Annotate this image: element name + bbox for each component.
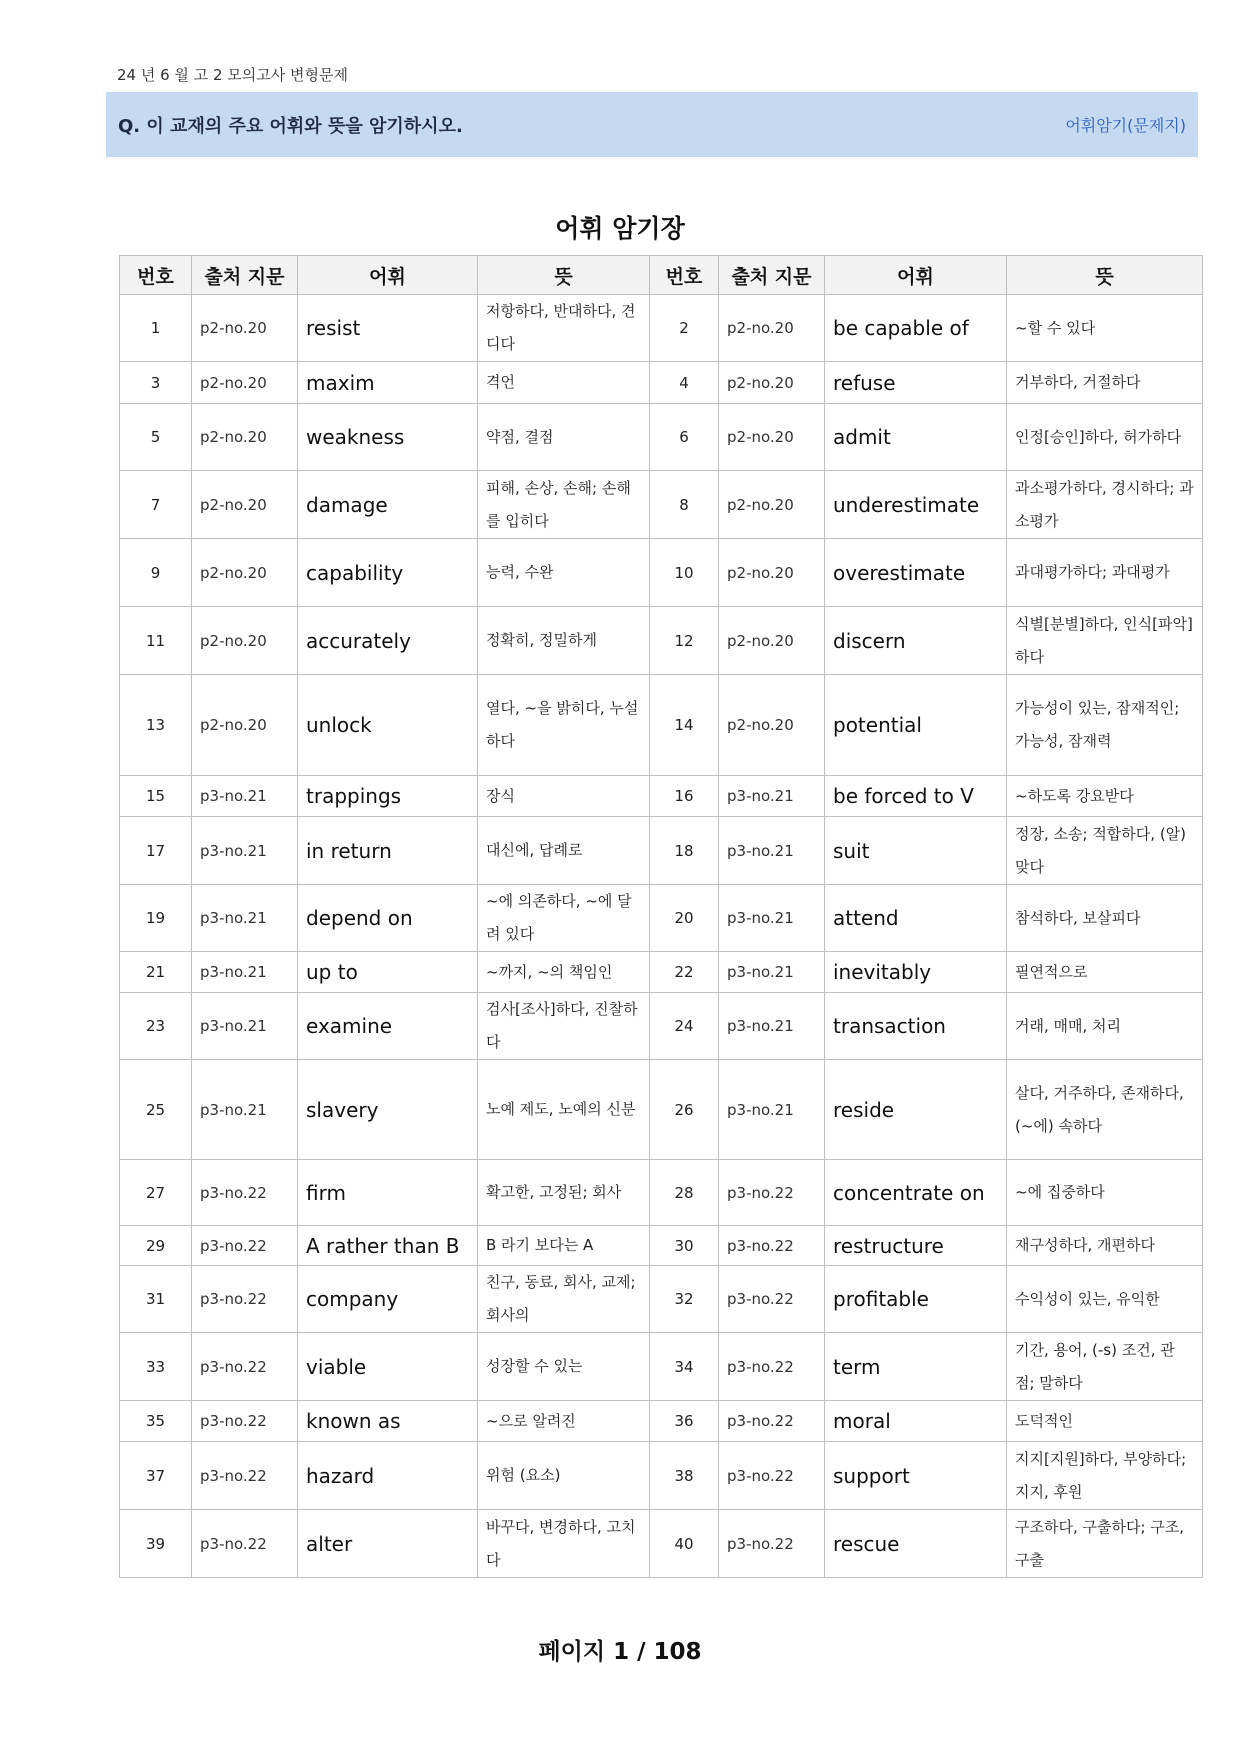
- entry-meaning: 열다, ~을 밝히다, 누설하다: [478, 675, 650, 776]
- entry-number: 10: [650, 539, 719, 607]
- entry-word: slavery: [298, 1060, 478, 1160]
- entry-meaning: 과대평가하다; 과대평가: [1007, 539, 1203, 607]
- table-row: [120, 362, 1203, 404]
- entry-meaning: 거부하다, 거절하다: [1007, 362, 1203, 404]
- page-footer: 페이지 1 / 108: [538, 1639, 702, 1665]
- entry-word: trappings: [298, 776, 478, 817]
- entry-word: depend on: [298, 885, 478, 952]
- entry-meaning: 약점, 결점: [478, 404, 650, 471]
- entry-word: accurately: [298, 607, 478, 675]
- question-banner: [106, 92, 1198, 157]
- entry-meaning: 능력, 수완: [478, 539, 650, 607]
- entry-meaning: 도덕적인: [1007, 1401, 1203, 1442]
- entry-word: known as: [298, 1401, 478, 1442]
- entry-source: p3-no.22: [192, 1442, 298, 1510]
- entry-source: p2-no.20: [719, 362, 825, 404]
- entry-number: 18: [650, 817, 719, 885]
- entry-word: refuse: [825, 362, 1007, 404]
- entry-meaning: 기간, 용어, (-s) 조건, 관점; 말하다: [1007, 1333, 1203, 1401]
- entry-meaning: 대신에, 답례로: [478, 817, 650, 885]
- entry-number: 35: [120, 1401, 192, 1442]
- entry-word: in return: [298, 817, 478, 885]
- entry-source: p3-no.22: [192, 1333, 298, 1401]
- entry-number: 37: [120, 1442, 192, 1510]
- entry-number: 21: [120, 952, 192, 993]
- entry-number: 2: [650, 295, 719, 362]
- entry-meaning: 친구, 동료, 회사, 교제; 회사의: [478, 1266, 650, 1333]
- entry-source: p2-no.20: [192, 471, 298, 539]
- entry-word: damage: [298, 471, 478, 539]
- entry-source: p3-no.21: [192, 776, 298, 817]
- entry-meaning: 노예 제도, 노예의 신분: [478, 1060, 650, 1160]
- entry-meaning: 수익성이 있는, 유익한: [1007, 1266, 1203, 1333]
- entry-meaning: ~할 수 있다: [1007, 295, 1203, 362]
- entry-meaning: 장식: [478, 776, 650, 817]
- entry-source: p3-no.22: [719, 1266, 825, 1333]
- col-header-word: 어휘: [825, 256, 1007, 295]
- entry-source: p3-no.22: [719, 1510, 825, 1578]
- entry-number: 40: [650, 1510, 719, 1578]
- col-header-source: 출처 지문: [719, 256, 825, 295]
- entry-word: term: [825, 1333, 1007, 1401]
- entry-meaning: ~까지, ~의 책임인: [478, 952, 650, 993]
- table-row: [120, 404, 1203, 471]
- entry-meaning: 피해, 손상, 손해; 손해를 입히다: [478, 471, 650, 539]
- entry-number: 32: [650, 1266, 719, 1333]
- entry-word: reside: [825, 1060, 1007, 1160]
- entry-word: examine: [298, 993, 478, 1060]
- entry-word: be forced to V: [825, 776, 1007, 817]
- entry-meaning: 지지[지원]하다, 부양하다; 지지, 후원: [1007, 1442, 1203, 1510]
- entry-meaning: ~하도록 강요받다: [1007, 776, 1203, 817]
- entry-meaning: 과소평가하다, 경시하다; 과소평가: [1007, 471, 1203, 539]
- entry-number: 28: [650, 1160, 719, 1226]
- entry-source: p3-no.21: [719, 993, 825, 1060]
- entry-meaning: 살다, 거주하다, 존재하다, (~에) 속하다: [1007, 1060, 1203, 1160]
- entry-source: p3-no.22: [192, 1510, 298, 1578]
- entry-source: p3-no.21: [192, 993, 298, 1060]
- entry-number: 7: [120, 471, 192, 539]
- entry-number: 14: [650, 675, 719, 776]
- entry-meaning: 격언: [478, 362, 650, 404]
- entry-number: 27: [120, 1160, 192, 1226]
- table-row: [120, 471, 1203, 539]
- entry-number: 31: [120, 1266, 192, 1333]
- table-row: [120, 885, 1203, 952]
- entry-word: discern: [825, 607, 1007, 675]
- entry-meaning: ~으로 알려진: [478, 1401, 650, 1442]
- entry-word: resist: [298, 295, 478, 362]
- entry-meaning: 바꾸다, 변경하다, 고치다: [478, 1510, 650, 1578]
- entry-source: p2-no.20: [192, 362, 298, 404]
- entry-source: p2-no.20: [719, 607, 825, 675]
- table-row: [120, 295, 1203, 362]
- entry-meaning: 검사[조사]하다, 진찰하다: [478, 993, 650, 1060]
- entry-number: 30: [650, 1226, 719, 1266]
- entry-source: p2-no.20: [192, 675, 298, 776]
- col-header-source: 출처 지문: [192, 256, 298, 295]
- entry-meaning: 정장, 소송; 적합하다, (알)맞다: [1007, 817, 1203, 885]
- entry-meaning: 재구성하다, 개편하다: [1007, 1226, 1203, 1266]
- entry-number: 25: [120, 1060, 192, 1160]
- entry-number: 24: [650, 993, 719, 1060]
- entry-meaning: 위험 (요소): [478, 1442, 650, 1510]
- entry-source: p3-no.22: [719, 1226, 825, 1266]
- table-row: [120, 1266, 1203, 1333]
- entry-number: 5: [120, 404, 192, 471]
- entry-number: 3: [120, 362, 192, 404]
- entry-meaning: 식별[분별]하다, 인식[파악]하다: [1007, 607, 1203, 675]
- entry-source: p2-no.20: [192, 607, 298, 675]
- entry-source: p2-no.20: [192, 539, 298, 607]
- entry-source: p2-no.20: [719, 471, 825, 539]
- entry-number: 33: [120, 1333, 192, 1401]
- entry-word: unlock: [298, 675, 478, 776]
- entry-source: p3-no.21: [192, 817, 298, 885]
- entry-number: 23: [120, 993, 192, 1060]
- entry-source: p3-no.22: [192, 1160, 298, 1226]
- entry-word: maxim: [298, 362, 478, 404]
- entry-meaning: B 라기 보다는 A: [478, 1226, 650, 1266]
- entry-word: transaction: [825, 993, 1007, 1060]
- entry-meaning: 거래, 매매, 처리: [1007, 993, 1203, 1060]
- table-row: [120, 607, 1203, 675]
- entry-source: p2-no.20: [719, 295, 825, 362]
- entry-source: p3-no.21: [719, 952, 825, 993]
- entry-word: weakness: [298, 404, 478, 471]
- entry-number: 1: [120, 295, 192, 362]
- table-row: [120, 817, 1203, 885]
- entry-number: 16: [650, 776, 719, 817]
- entry-meaning: 인정[승인]하다, 허가하다: [1007, 404, 1203, 471]
- entry-number: 6: [650, 404, 719, 471]
- entry-number: 20: [650, 885, 719, 952]
- entry-source: p3-no.21: [192, 952, 298, 993]
- entry-word: admit: [825, 404, 1007, 471]
- entry-meaning: 확고한, 고정된; 회사: [478, 1160, 650, 1226]
- question-text: Q. 이 교재의 주요 어휘와 뜻을 암기하시오.: [118, 115, 463, 137]
- table-row: [120, 952, 1203, 993]
- col-header-word: 어휘: [298, 256, 478, 295]
- entry-meaning: ~에 집중하다: [1007, 1160, 1203, 1226]
- entry-number: 22: [650, 952, 719, 993]
- table-row: [120, 1510, 1203, 1578]
- table-row: [120, 1160, 1203, 1226]
- entry-number: 17: [120, 817, 192, 885]
- entry-source: p3-no.21: [719, 776, 825, 817]
- entry-source: p3-no.21: [719, 885, 825, 952]
- entry-number: 29: [120, 1226, 192, 1266]
- table-row: [120, 1442, 1203, 1510]
- entry-source: p3-no.22: [192, 1401, 298, 1442]
- entry-source: p2-no.20: [192, 295, 298, 362]
- entry-source: p3-no.21: [192, 1060, 298, 1160]
- col-header-meaning: 뜻: [1007, 256, 1203, 295]
- entry-number: 26: [650, 1060, 719, 1160]
- table-row: [120, 1226, 1203, 1266]
- entry-source: p2-no.20: [719, 539, 825, 607]
- entry-number: 38: [650, 1442, 719, 1510]
- entry-number: 39: [120, 1510, 192, 1578]
- table-row: [120, 993, 1203, 1060]
- entry-word: profitable: [825, 1266, 1007, 1333]
- entry-meaning: ~에 의존하다, ~에 달려 있다: [478, 885, 650, 952]
- entry-number: 12: [650, 607, 719, 675]
- entry-word: rescue: [825, 1510, 1007, 1578]
- entry-source: p3-no.22: [719, 1160, 825, 1226]
- entry-source: p2-no.20: [719, 675, 825, 776]
- entry-number: 4: [650, 362, 719, 404]
- page-title: 어휘 암기장: [555, 214, 685, 243]
- entry-source: p3-no.21: [719, 817, 825, 885]
- entry-number: 9: [120, 539, 192, 607]
- entry-meaning: 참석하다, 보살피다: [1007, 885, 1203, 952]
- entry-word: A rather than B: [298, 1226, 478, 1266]
- entry-meaning: 정확히, 정밀하게: [478, 607, 650, 675]
- entry-word: up to: [298, 952, 478, 993]
- entry-word: viable: [298, 1333, 478, 1401]
- table-row: [120, 1333, 1203, 1401]
- entry-word: firm: [298, 1160, 478, 1226]
- entry-word: inevitably: [825, 952, 1007, 993]
- entry-number: 19: [120, 885, 192, 952]
- entry-word: company: [298, 1266, 478, 1333]
- entry-meaning: 저항하다, 반대하다, 견디다: [478, 295, 650, 362]
- table-row: [120, 675, 1203, 776]
- entry-word: support: [825, 1442, 1007, 1510]
- entry-word: be capable of: [825, 295, 1007, 362]
- col-header-number: 번호: [120, 256, 192, 295]
- table-row: [120, 1060, 1203, 1160]
- document-header: 24 년 6 월 고 2 모의고사 변형문제: [117, 66, 348, 84]
- entry-number: 13: [120, 675, 192, 776]
- entry-word: underestimate: [825, 471, 1007, 539]
- entry-word: capability: [298, 539, 478, 607]
- entry-word: hazard: [298, 1442, 478, 1510]
- entry-source: p3-no.22: [719, 1401, 825, 1442]
- entry-word: attend: [825, 885, 1007, 952]
- col-header-number: 번호: [650, 256, 719, 295]
- entry-number: 15: [120, 776, 192, 817]
- entry-meaning: 필연적으로: [1007, 952, 1203, 993]
- entry-word: alter: [298, 1510, 478, 1578]
- entry-number: 11: [120, 607, 192, 675]
- entry-meaning: 가능성이 있는, 잠재적인; 가능성, 잠재력: [1007, 675, 1203, 776]
- entry-word: restructure: [825, 1226, 1007, 1266]
- table-row: [120, 539, 1203, 607]
- table-header-row: [120, 256, 1203, 295]
- entry-source: p2-no.20: [719, 404, 825, 471]
- entry-word: overestimate: [825, 539, 1007, 607]
- entry-word: potential: [825, 675, 1007, 776]
- entry-source: p3-no.22: [192, 1266, 298, 1333]
- entry-word: suit: [825, 817, 1007, 885]
- vocab-table: [119, 255, 1203, 1578]
- entry-number: 36: [650, 1401, 719, 1442]
- entry-word: concentrate on: [825, 1160, 1007, 1226]
- entry-number: 34: [650, 1333, 719, 1401]
- entry-source: p3-no.21: [719, 1060, 825, 1160]
- entry-source: p3-no.22: [719, 1333, 825, 1401]
- table-row: [120, 776, 1203, 817]
- entry-meaning: 성장할 수 있는: [478, 1333, 650, 1401]
- entry-source: p2-no.20: [192, 404, 298, 471]
- table-row: [120, 1401, 1203, 1442]
- entry-source: p3-no.22: [192, 1226, 298, 1266]
- entry-meaning: 구조하다, 구출하다; 구조, 구출: [1007, 1510, 1203, 1578]
- entry-source: p3-no.21: [192, 885, 298, 952]
- question-tag: 어휘암기(문제지): [1065, 116, 1186, 135]
- col-header-meaning: 뜻: [478, 256, 650, 295]
- entry-number: 8: [650, 471, 719, 539]
- entry-word: moral: [825, 1401, 1007, 1442]
- entry-source: p3-no.22: [719, 1442, 825, 1510]
